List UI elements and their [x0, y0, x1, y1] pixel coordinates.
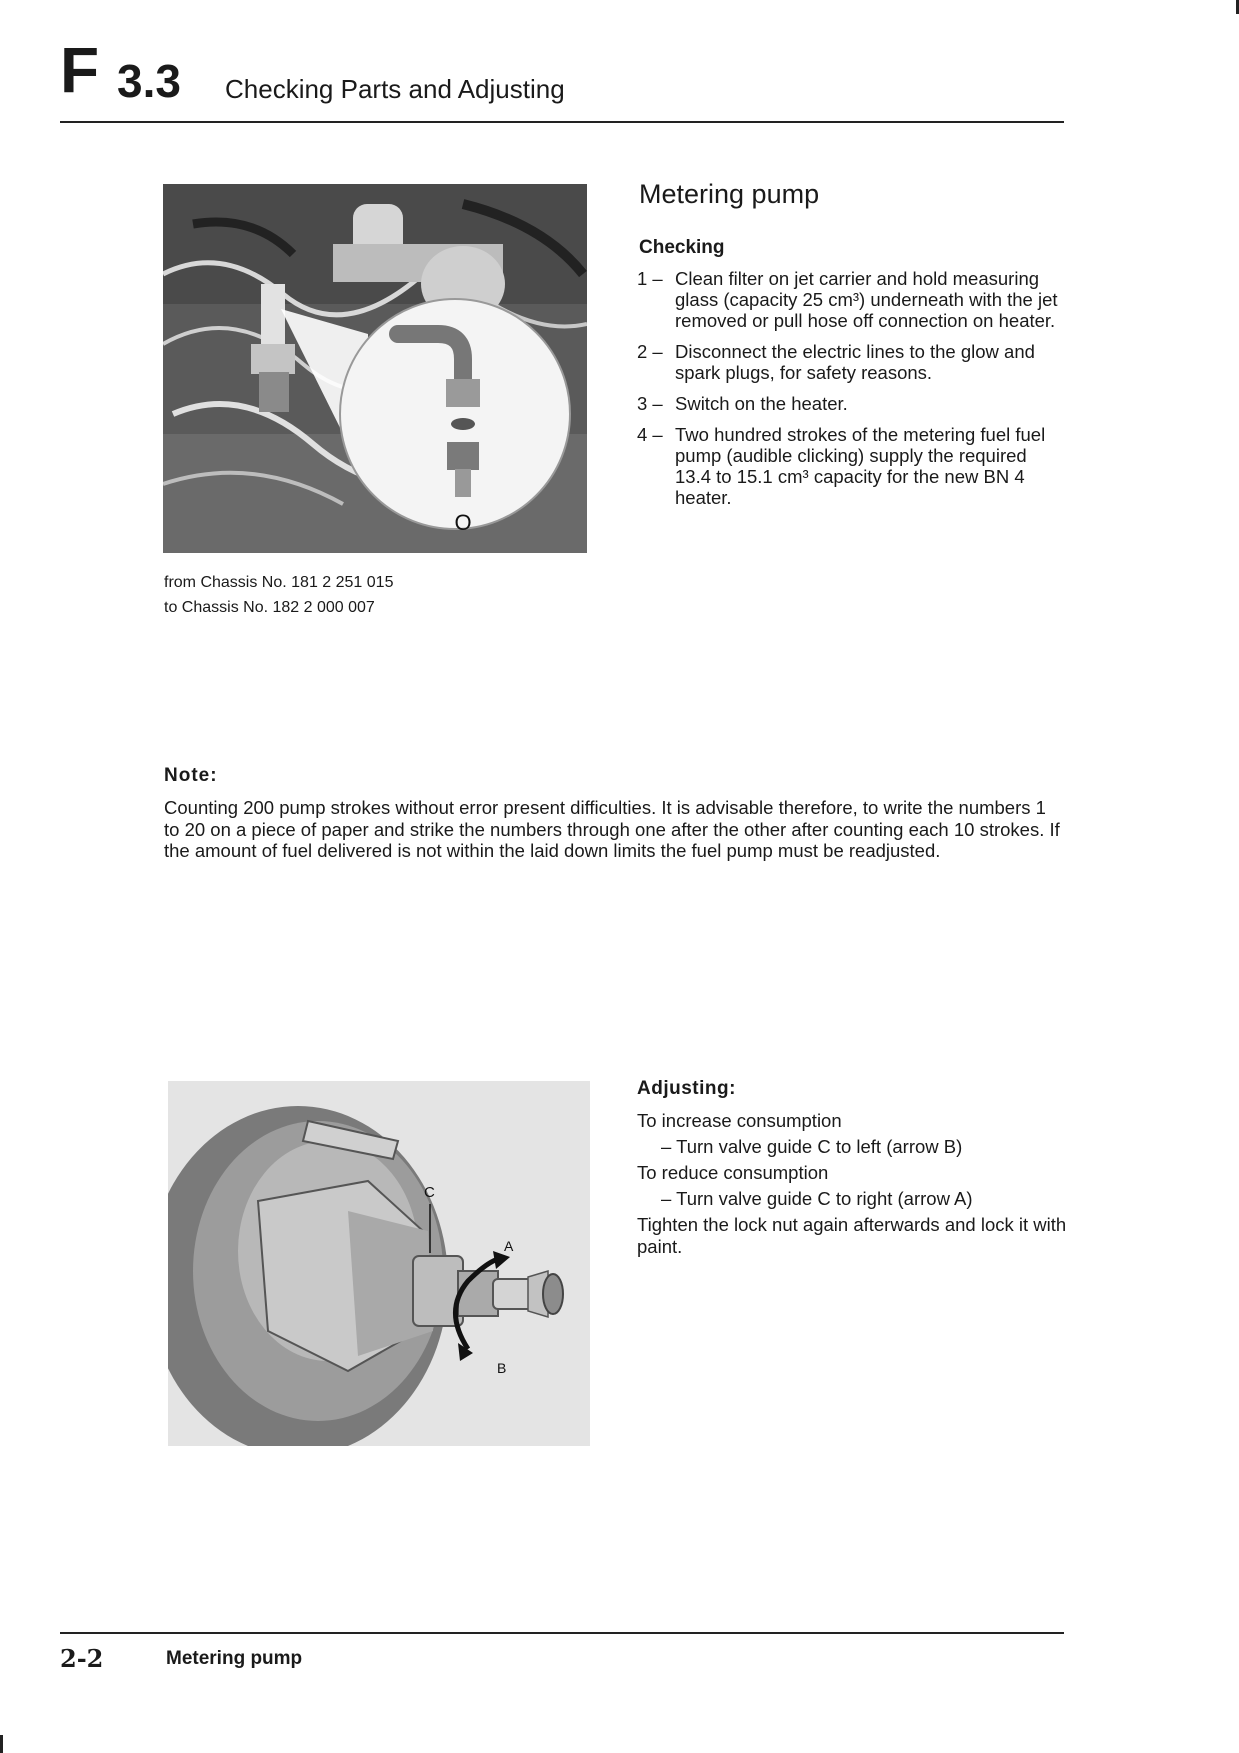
step-text: Two hundred strokes of the metering fuel fuel pump (audible clicking) supply the required 13.4 to 15.1 cm³ capacity for the new BN 4 heater.: [675, 424, 1046, 508]
valve-guide-photo: [168, 1081, 590, 1446]
reduce-label: To reduce consumption: [637, 1162, 829, 1183]
caption-from: from Chassis No. 181 2 251 015: [164, 574, 394, 591]
valve-guide-illustration: [168, 1081, 590, 1446]
adjusting-heading: Adjusting:: [637, 1078, 736, 1099]
step-item: [637, 268, 1067, 331]
step-item: [637, 424, 1067, 508]
step-number: 4 –: [637, 424, 663, 445]
scan-edge-mark: [0, 1735, 3, 1753]
metering-pump-photo: [163, 184, 587, 553]
step-number: 2 –: [637, 341, 663, 362]
note-text: Counting 200 pump strokes without error present difficulties. It is advisable therefore, to write the numbers 1 to 20 on a piece of paper and strike the numbers through one after the other after counting each 10 strokes. If the amount of fuel delivered is not within the laid down limits the fuel pump must be readjusted.: [164, 797, 1060, 861]
header-rule: [60, 121, 1064, 123]
step-item: [637, 341, 1067, 383]
increase-step: – Turn valve guide C to left (arrow B): [661, 1136, 963, 1157]
step-text: Switch on the heater.: [675, 393, 848, 414]
increase-label: To increase consumption: [637, 1110, 842, 1131]
step-text: Disconnect the electric lines to the glow and spark plugs, for safety reasons.: [675, 341, 1035, 383]
chassis-range-caption: [164, 570, 393, 620]
section-letter: F: [60, 34, 100, 106]
adjusting-instructions: [637, 1110, 1077, 1262]
checking-heading: Checking: [639, 237, 725, 258]
label-a: A: [504, 1238, 514, 1254]
callout-letter: O: [454, 510, 472, 535]
engine-bay-illustration: [163, 184, 587, 553]
page-number: 2-2: [60, 1644, 104, 1673]
section-number: 3.3: [117, 55, 181, 107]
step-number: 1 –: [637, 268, 663, 289]
final-instruction: Tighten the lock nut again afterwards and lock it with paint.: [637, 1214, 1067, 1257]
note-heading: Note:: [164, 765, 218, 786]
label-c: C: [424, 1184, 435, 1201]
step-number: 3 –: [637, 393, 663, 414]
step-item: [637, 393, 1067, 414]
page-title: Checking Parts and Adjusting: [225, 74, 565, 104]
footer-label: Metering pump: [166, 1648, 303, 1669]
footer-rule: [60, 1632, 1064, 1634]
section-title: Metering pump: [639, 179, 820, 209]
caption-to: to Chassis No. 182 2 000 007: [164, 599, 375, 616]
step-text: Clean filter on jet carrier and hold measuring glass (capacity 25 cm³) underneath with the jet removed or pull hose off connection on heater.: [675, 268, 1058, 331]
checking-steps: [637, 268, 1067, 518]
reduce-step: – Turn valve guide C to right (arrow A): [661, 1188, 973, 1209]
label-b: B: [497, 1360, 507, 1376]
